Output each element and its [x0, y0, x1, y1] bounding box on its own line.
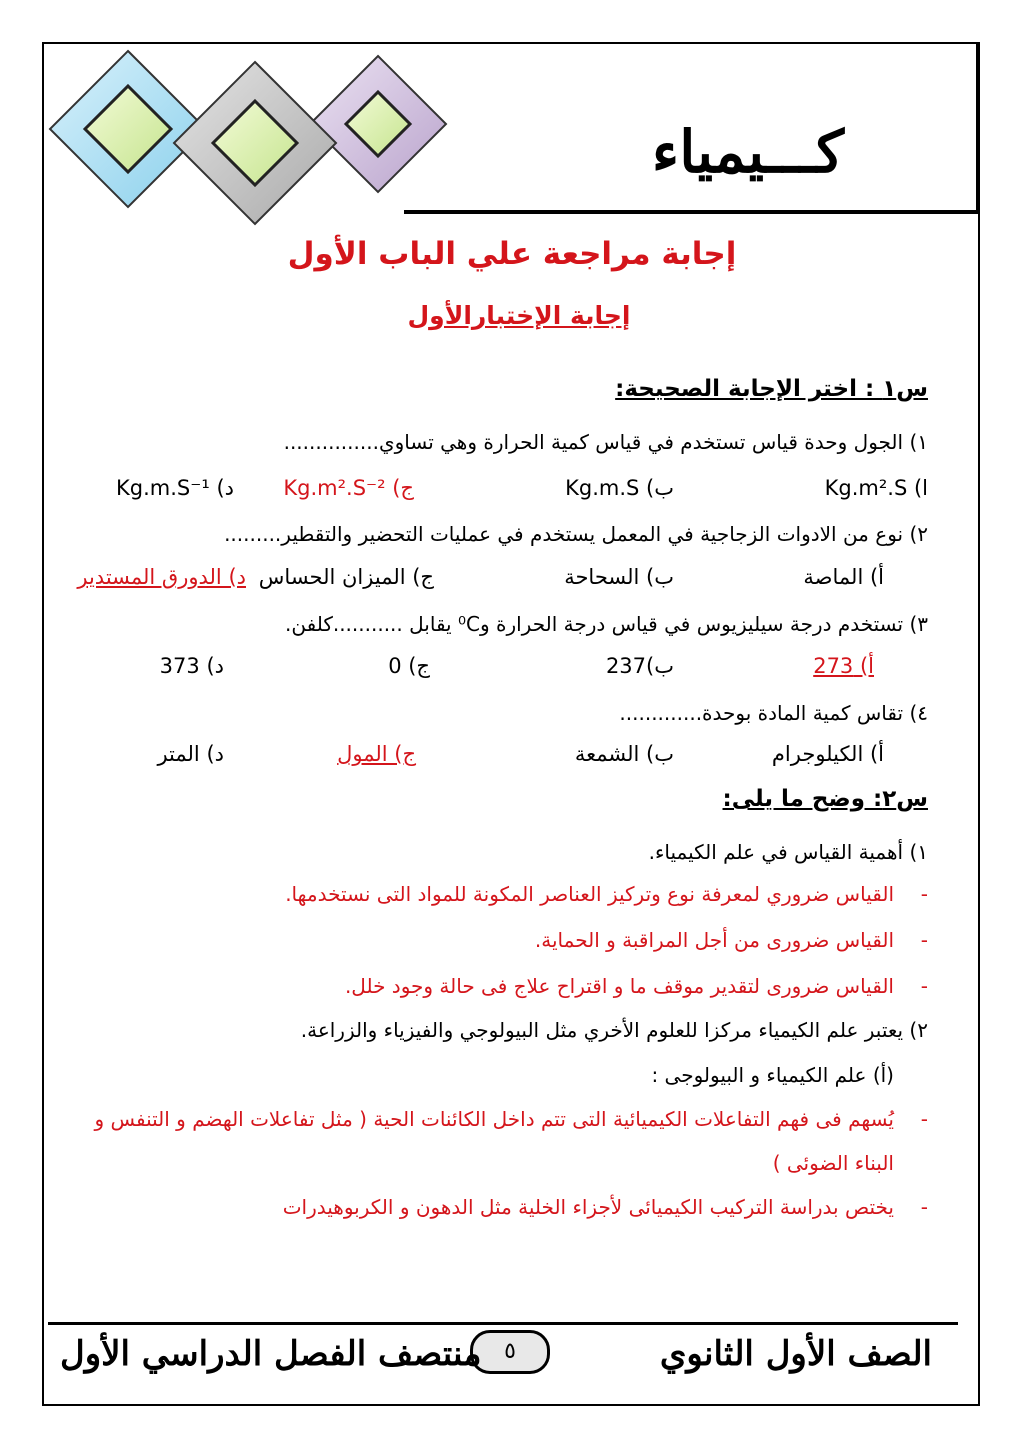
q1-item1-option-d: د) Kg.m.S⁻¹ [116, 476, 234, 500]
bullet-dash: - [920, 1107, 928, 1131]
q1-item1-option-c: ج) Kg.m².S⁻² [283, 476, 414, 500]
page-subtitle: إجابة الإختبارالأول [407, 301, 631, 330]
q1-item4-option-d: د) المتر [157, 742, 224, 766]
q1-heading: س١ : اختر الإجابة الصحيحة: [615, 376, 928, 402]
q1-item3-option-a: أ) 273 [813, 654, 874, 678]
q1-item2-option-c: ج) الميزان الحساس [258, 565, 434, 589]
q1-item2-option-b: ب) السحاحة [564, 565, 674, 589]
q2-item2-answer-1: يُسهم فى فهم التفاعلات الكيميائية التى تتم داخل الكائنات الحية ( مثل تفاعلات الهضم و التنفس و [94, 1107, 894, 1131]
q1-item3-option-d: د) 373 [159, 654, 224, 678]
bullet-dash: - [920, 928, 928, 952]
q1-item3-option-c: ج) 0 [388, 654, 430, 678]
q1-item4-stem: ٤) تقاس كمية المادة بوحدة............. [619, 701, 928, 725]
q2-item2-subheading: (أ) علم الكيمياء و البيولوجى : [651, 1063, 894, 1087]
q1-item1-option-a: ا) Kg.m².S [824, 476, 928, 500]
page-number: ٥ [470, 1330, 550, 1374]
header-vertical-rule [976, 42, 980, 214]
q2-item1-answer-1: القياس ضروري لمعرفة نوع وتركيز العناصر المكونة للمواد التى نستخدمها. [285, 882, 894, 906]
q1-item4-option-b: ب) الشمعة [574, 742, 674, 766]
q1-item1-stem: ١) الجول وحدة قياس تستخدم في قياس كمية الحرارة وهي تساوي............... [283, 430, 928, 454]
q2-item1: ١) أهمية القياس في علم الكيمياء. [648, 840, 928, 864]
q1-item4-option-a: أ) الكيلوجرام [771, 742, 884, 766]
q1-item3-stem: ٣) تستخدم درجة سيليزيوس في قياس درجة الحرارة و⁰C يقابل ...........كلفن. [285, 612, 928, 636]
bullet-dash: - [920, 882, 928, 906]
page-title: إجابة مراجعة علي الباب الأول [287, 236, 737, 272]
q2-item2-answer-2: يختص بدراسة التركيب الكيميائى لأجزاء الخلية مثل الدهون و الكربوهيدرات [282, 1195, 894, 1219]
q1-item3-option-b: ب)237 [605, 654, 674, 678]
q1-item4-option-c: ج) المول [337, 742, 416, 766]
q2-item1-answer-3: القياس ضرورى لتقدير موقف ما و اقتراح علاج فى حالة وجود خلل. [344, 974, 894, 998]
footer-rule [48, 1322, 958, 1325]
subject-title: كـــيمياء [651, 118, 844, 186]
bullet-dash: - [920, 1195, 928, 1219]
footer-grade: الصف الأول الثانوي [659, 1334, 932, 1374]
q2-item1-answer-2: القياس ضرورى من أجل المراقبة و الحماية. [534, 928, 894, 952]
bullet-dash: - [920, 974, 928, 998]
q2-heading: س٢: وضح ما يلى: [722, 786, 928, 812]
q1-item2-option-d: د) الدورق المستدير [77, 565, 246, 589]
three-diamonds-logo-icon [48, 46, 448, 226]
q1-item2-stem: ٢) نوع من الادوات الزجاجية في المعمل يستخدم في عمليات التحضير والتقطير......... [224, 522, 928, 546]
q2-item2-answer-1-cont: البناء الضوئى ) [772, 1151, 894, 1175]
header-horizontal-rule [404, 210, 980, 214]
footer-term: منتصف الفصل الدراسي الأول [60, 1334, 482, 1374]
q2-item2: ٢) يعتبر علم الكيمياء مركزا للعلوم الأخري مثل البيولوجي والفيزياء والزراعة. [300, 1018, 928, 1042]
q1-item1-option-b: ب) Kg.m.S [565, 476, 674, 500]
q1-item2-option-a: أ) الماصة [803, 565, 884, 589]
